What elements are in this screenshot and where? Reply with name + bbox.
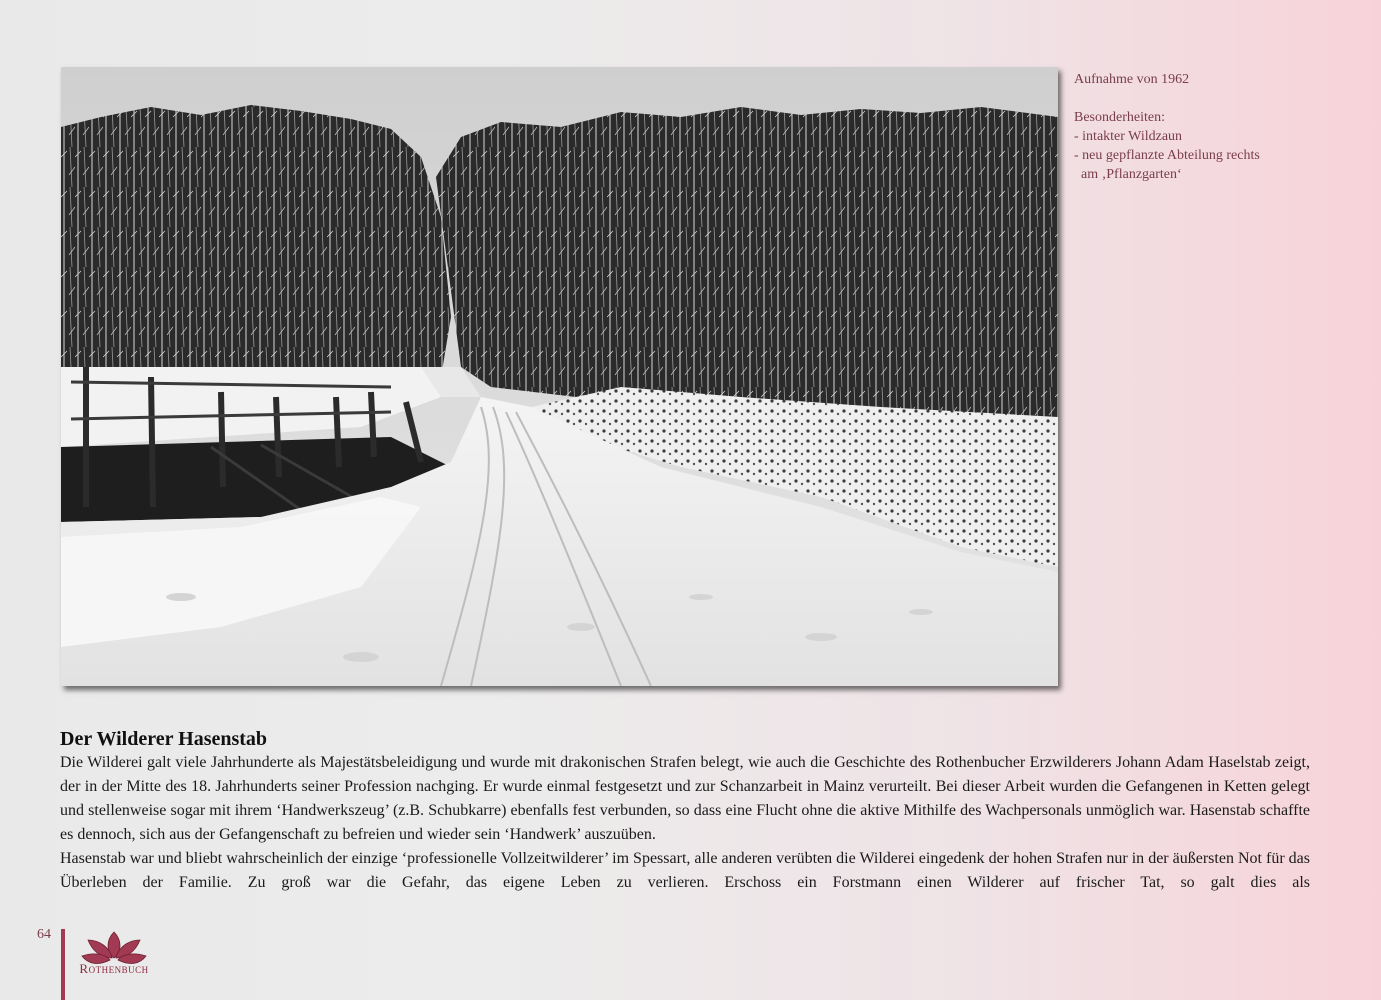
caption-line: Aufnahme von 1962 bbox=[1074, 72, 1190, 87]
caption-line: - intakter Wildzaun bbox=[1074, 129, 1183, 144]
article-paragraph: Die Wilderei galt viele Jahrhunderte als Majestätsbeleidigung und wurde mit drakonischen Strafen belegt, wie auch die Geschichte des Rothenbucher Erzwilderers Johann Adam Haselstab zeigt, der in der Mitte des 18. Jahrhunderts seiner Profession nachging. Er wurde einmal festgesetzt und zur Schanzarbeit in Mainz verurteilt. Bei dieser Arbeit wurden die Gefangenen in Ketten gelegt und stellenweise sogar mit ihrem ‘Handwerkszeug’ (z.B. Schubkarre) ebenfalls fest verbunden, so dass eine Flucht ohne die aktive Mithilfe des Wachpersonals unmöglich war. Hasenstab schaffte es dennoch, sich aus der Gefangenschaft zu befreien und wieder sein ‘Handwerk’ auszuüben. bbox=[60, 754, 1310, 843]
snowy-forest-path-photo bbox=[61, 67, 1058, 686]
article-paragraph: Hasenstab war und bliebt wahrscheinlich der einzige ‘professionelle Vollzeitwilderer’ im Spessart, alle anderen verübten die Wilderei eingedenk der hohen Strafen nur in der äußersten Not für das Überleben der Familie. Zu groß war die Gefahr, das eigene Leben zu verlieren. Erschoss ein Forstmann einen Wilderer auf frischer Tat, so galt dies als bbox=[60, 850, 1310, 891]
article-title: Der Wilderer Hasenstab bbox=[60, 728, 268, 750]
logo-text: Rothenbuch bbox=[79, 961, 149, 976]
page-number: 64 bbox=[37, 927, 51, 942]
caption-line: Besonderheiten: bbox=[1074, 110, 1165, 125]
caption-spacer bbox=[1074, 89, 1334, 108]
caption-line: - neu gepflanzte Abteilung rechts bbox=[1074, 148, 1260, 163]
caption-line: am ‚Pflanzgarten‘ bbox=[1074, 167, 1182, 182]
article bbox=[60, 727, 1310, 895]
photo-caption bbox=[1074, 70, 1334, 184]
footer-accent-bar bbox=[61, 929, 65, 1000]
photo bbox=[61, 67, 1058, 686]
